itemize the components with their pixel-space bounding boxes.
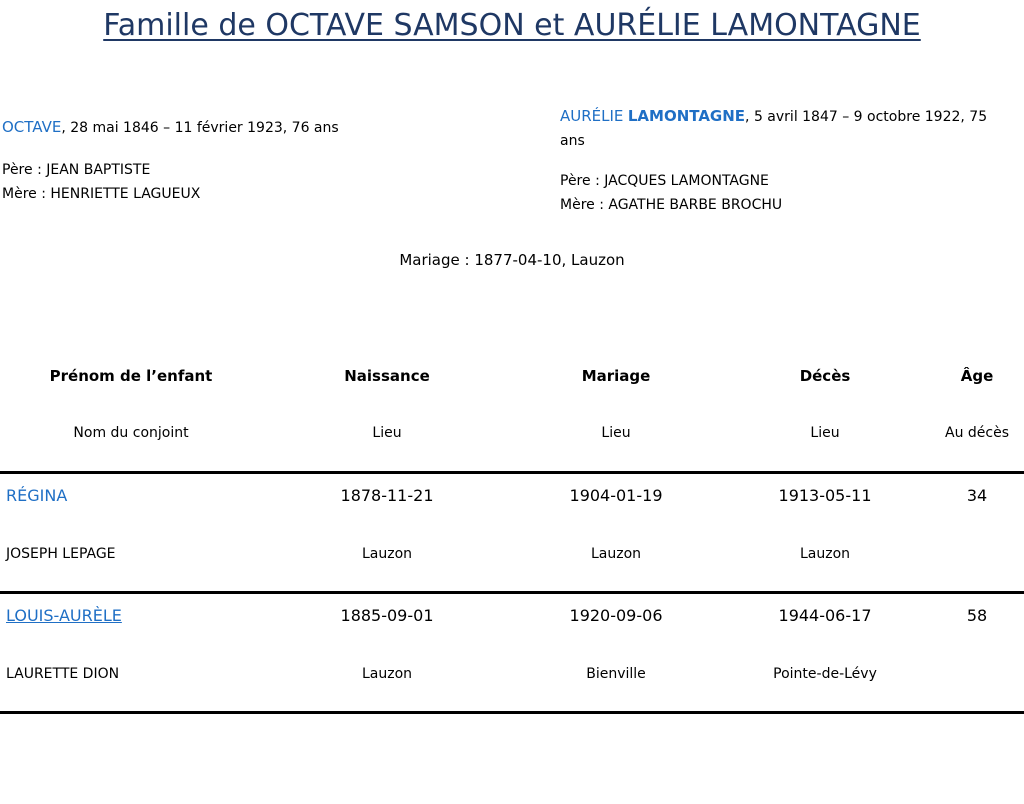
mother-details: , 5 avril 1847 – 9 octobre 1922, 75 ans bbox=[560, 109, 988, 149]
header-naissance: Naissance bbox=[344, 367, 430, 385]
lieu-deces: Pointe-de-Lévy bbox=[773, 666, 877, 682]
naissance-date: 1885-09-01 bbox=[340, 606, 434, 625]
deces-date: 1913-05-11 bbox=[778, 486, 872, 505]
father-mere: Mère : HENRIETTE LAGUEUX bbox=[2, 186, 201, 202]
mariage-date: 1904-01-19 bbox=[569, 486, 663, 505]
mother-firstname: AURÉLIE bbox=[560, 107, 624, 125]
conjoint-name: JOSEPH LEPAGE bbox=[6, 546, 116, 562]
page-title: Famille de OCTAVE SAMSON et AURÉLIE LAMONTAGNE bbox=[103, 8, 921, 43]
naissance-date: 1878-11-21 bbox=[340, 486, 434, 505]
header-mariage: Mariage bbox=[581, 367, 651, 385]
lieu-mariage: Lauzon bbox=[590, 546, 642, 562]
mariage-date: 1920-09-06 bbox=[569, 606, 663, 625]
conjoint-name: LAURETTE DION bbox=[6, 666, 120, 682]
parents-mariage: Mariage : 1877-04-10, Lauzon bbox=[399, 251, 625, 269]
father-firstname: OCTAVE bbox=[2, 118, 62, 136]
header-deces: Décès bbox=[799, 367, 851, 385]
table-divider bbox=[0, 591, 1024, 594]
subheader-lieu-naissance: Lieu bbox=[372, 425, 402, 441]
header-prenom: Prénom de l’enfant bbox=[49, 367, 213, 385]
mother-info bbox=[560, 104, 1010, 217]
mother-lastname: LAMONTAGNE bbox=[627, 107, 746, 125]
table-divider bbox=[0, 711, 1024, 714]
mother-mere: Mère : AGATHE BARBE BROCHU bbox=[560, 197, 783, 213]
lieu-mariage: Bienville bbox=[586, 666, 646, 682]
lieu-deces: Lauzon bbox=[799, 546, 851, 562]
deces-date: 1944-06-17 bbox=[778, 606, 872, 625]
subheader-conjoint: Nom du conjoint bbox=[73, 425, 189, 441]
age-value: 58 bbox=[966, 606, 988, 625]
father-info bbox=[2, 115, 522, 206]
lieu-naissance: Lauzon bbox=[361, 546, 413, 562]
table-divider bbox=[0, 471, 1024, 474]
mother-pere: Père : JACQUES LAMONTAGNE bbox=[560, 173, 769, 189]
father-pere: Père : JEAN BAPTISTE bbox=[2, 162, 151, 178]
child-name: RÉGINA bbox=[6, 486, 68, 505]
subheader-lieu-mariage: Lieu bbox=[601, 425, 631, 441]
subheader-lieu-deces: Lieu bbox=[810, 425, 840, 441]
child-name-link[interactable]: LOUIS-AURÈLE bbox=[6, 606, 122, 625]
header-age: Âge bbox=[960, 367, 994, 385]
age-value: 34 bbox=[966, 486, 988, 505]
father-details: , 28 mai 1846 – 11 février 1923, 76 ans bbox=[61, 120, 339, 136]
subheader-age-deces: Au décès bbox=[944, 425, 1010, 441]
lieu-naissance: Lauzon bbox=[361, 666, 413, 682]
